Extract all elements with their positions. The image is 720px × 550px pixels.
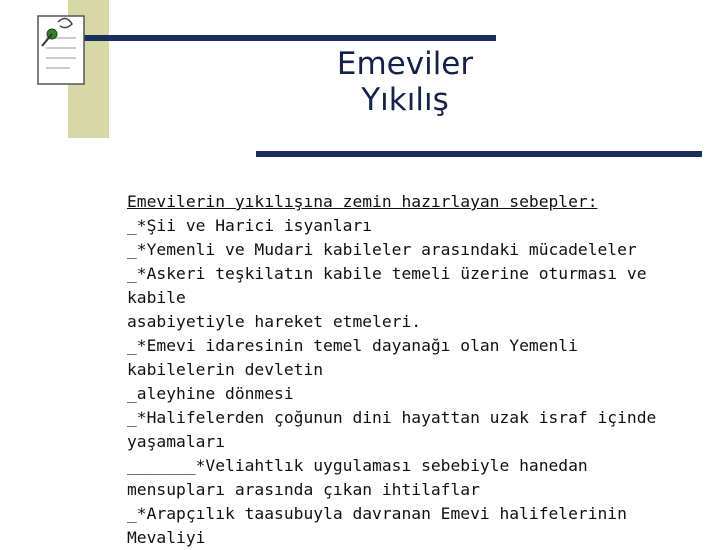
body-line: kabilelerin devletin <box>127 360 324 379</box>
body-line: _*Arapçılık taasubuyla davranan Emevi halifelerinin <box>127 504 627 523</box>
body-line: _*Askeri teşkilatın kabile temeli üzerine oturması ve <box>127 264 647 283</box>
body-line: Mevaliyi <box>127 528 206 547</box>
top-rule <box>84 35 496 41</box>
title-line-1: Emeviler <box>336 46 474 82</box>
title-line-2: Yıkılış <box>361 82 449 118</box>
body-line: _aleyhine dönmesi <box>127 384 294 403</box>
body-line: _______*Veliahtlık uygulaması sebebiyle hanedan <box>127 456 588 475</box>
body-line: kabile <box>127 288 186 307</box>
body-line: _*Yemenli ve Mudari kabileler arasındaki mücadeleler <box>127 240 637 259</box>
body-heading: Emevilerin yıkılışına zemin hazırlayan sebepler: <box>127 192 598 211</box>
slide-body <box>127 190 707 550</box>
body-line: _*Emevi idaresinin temel dayanağı olan Yemenli <box>127 336 578 355</box>
body-line: yaşamaları <box>127 432 226 451</box>
body-line: _*Halifelerden çoğunun dini hayattan uzak israf içinde <box>127 408 657 427</box>
bottom-rule <box>256 151 702 157</box>
body-line: mensupları arasında çıkan ihtilaflar <box>127 480 480 499</box>
slide-title <box>300 46 510 118</box>
body-line: asabiyetiyle hareket etmeleri. <box>127 312 422 331</box>
body-line: _*Şii ve Harici isyanları <box>127 216 373 235</box>
note-pin-icon <box>30 10 92 90</box>
